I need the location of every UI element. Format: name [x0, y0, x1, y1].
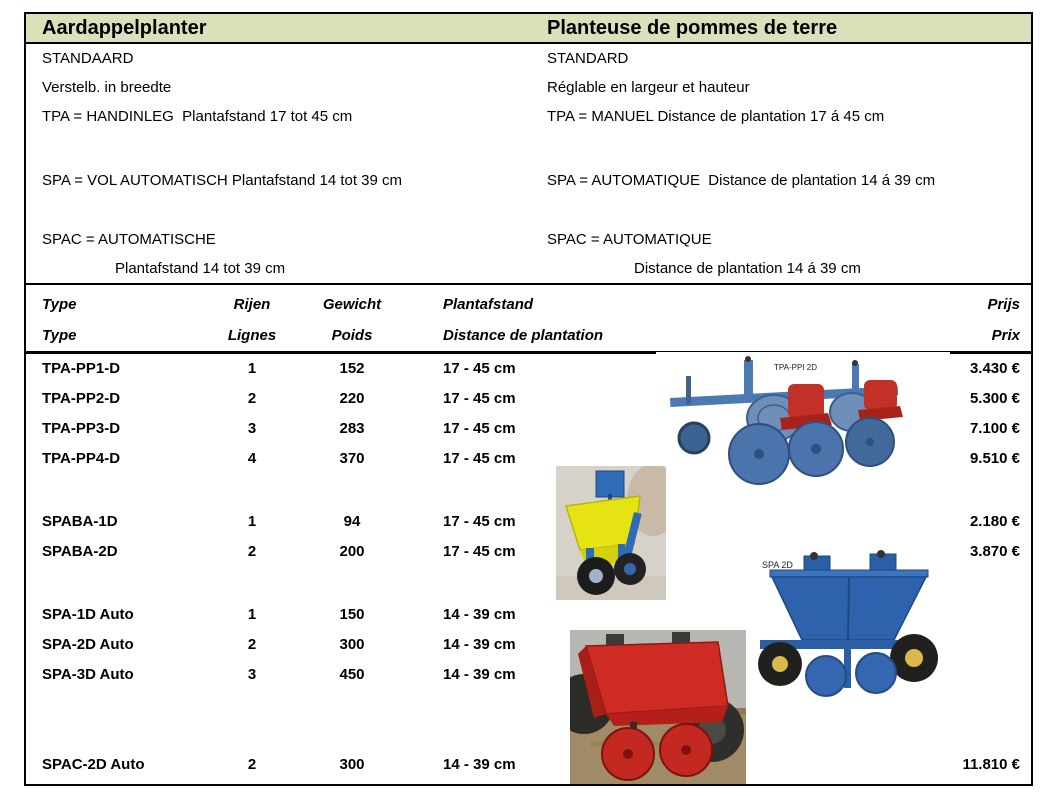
cell-weight: 220	[339, 390, 365, 407]
cell-rows: 3	[247, 666, 257, 683]
cell-type: SPABA-2D	[42, 543, 118, 560]
cell-price: 2.180 €	[969, 513, 1020, 530]
page-title-dutch: Aardappelplanter	[42, 16, 207, 39]
blue-two-row-planter-illustration	[744, 548, 944, 702]
description-dutch: STANDAARD	[42, 50, 134, 67]
operator-seat	[858, 380, 903, 421]
description-row	[26, 254, 1031, 283]
column-header-rows: Rijen	[233, 296, 271, 313]
description-row	[26, 225, 1031, 254]
red-two-row-planter-illustration	[570, 630, 746, 784]
description-dutch: Plantafstand 14 tot 39 cm	[115, 260, 286, 277]
yellow-hopper-planter-illustration	[556, 466, 666, 600]
cell-rows: 1	[247, 360, 257, 377]
cell-price: 11.810 €	[962, 756, 1020, 773]
cell-price: 9.510 €	[969, 450, 1020, 467]
cell-spacing: 17 - 45 cm	[443, 390, 516, 407]
title-band	[26, 14, 1031, 44]
description-dutch: TPA = HANDINLEG Plantafstand 17 tot 45 cm	[42, 108, 353, 125]
cell-spacing: 17 - 45 cm	[443, 513, 516, 530]
description-dutch: Verstelb. in breedte	[42, 79, 172, 96]
cell-price: 5.300 €	[969, 390, 1020, 407]
tpa-two-row-planter-photo	[656, 352, 950, 488]
cell-spacing: 14 - 39 cm	[443, 636, 516, 653]
cell-rows: 3	[247, 420, 257, 437]
cell-type: TPA-PP4-D	[42, 450, 121, 467]
page-title-french: Planteuse de pommes de terre	[547, 16, 838, 39]
cell-spacing: 17 - 45 cm	[443, 420, 516, 437]
description-french: Distance de plantation 14 á 39 cm	[634, 260, 861, 277]
tractor-planter-illustration	[656, 352, 950, 488]
cell-type: SPA-1D Auto	[42, 606, 134, 623]
column-header-price: Prix	[991, 327, 1020, 344]
table-row	[26, 750, 1031, 780]
cell-weight: 94	[343, 513, 361, 530]
table-row	[26, 507, 1031, 537]
cell-type: SPABA-1D	[42, 513, 118, 530]
description-block	[26, 44, 1031, 283]
seed-hopper	[578, 642, 728, 726]
cell-rows: 2	[247, 390, 257, 407]
column-header-type: Type	[42, 327, 77, 344]
cell-rows: 2	[247, 756, 257, 773]
cell-spacing: 17 - 45 cm	[443, 360, 516, 377]
cell-weight: 150	[339, 606, 365, 623]
cell-rows: 4	[247, 450, 257, 467]
column-header-spacing: Distance de plantation	[443, 327, 604, 344]
cell-price: 3.430 €	[969, 360, 1020, 377]
cell-weight: 370	[339, 450, 365, 467]
cell-price: 3.870 €	[969, 543, 1020, 560]
description-row	[26, 73, 1031, 102]
description-row	[26, 102, 1031, 131]
cell-rows: 2	[247, 543, 257, 560]
cell-price: 7.100 €	[969, 420, 1020, 437]
table-header-row-french	[26, 320, 1031, 351]
cell-type: SPAC-2D Auto	[42, 756, 145, 773]
cell-spacing: 14 - 39 cm	[443, 666, 516, 683]
column-header-weight: Gewicht	[322, 296, 382, 313]
cell-spacing: 14 - 39 cm	[443, 606, 516, 623]
description-row	[26, 166, 1031, 195]
photo-label: SPA 2D	[762, 560, 793, 570]
cell-type: TPA-PP1-D	[42, 360, 121, 377]
description-dutch: SPA = VOL AUTOMATISCH Plantafstand 14 tot 39 cm	[42, 172, 403, 189]
column-header-rows: Lignes	[227, 327, 277, 344]
column-header-weight: Poids	[331, 327, 373, 344]
cell-weight: 300	[339, 756, 365, 773]
cell-weight: 152	[339, 360, 365, 377]
photo-label: TPA-PPI 2D	[774, 363, 817, 372]
description-french: SPA = AUTOMATIQUE Distance de plantation 14 á 39 cm	[547, 172, 936, 189]
spac-two-row-planter-photo	[570, 630, 746, 784]
spa-2d-planter-photo	[744, 548, 944, 702]
cell-weight: 300	[339, 636, 365, 653]
product-group	[26, 750, 1031, 780]
cell-spacing: 17 - 45 cm	[443, 543, 516, 560]
description-french: TPA = MANUEL Distance de plantation 17 á 45 cm	[547, 108, 885, 125]
description-french: STANDARD	[547, 50, 629, 67]
cell-spacing: 14 - 39 cm	[443, 756, 516, 773]
cell-type: TPA-PP2-D	[42, 390, 121, 407]
description-dutch: SPAC = AUTOMATISCHE	[42, 231, 216, 248]
table-header-row-dutch	[26, 289, 1031, 320]
cell-spacing: 17 - 45 cm	[443, 450, 516, 467]
description-french: Réglable en largeur et hauteur	[547, 79, 750, 96]
column-header-price: Prijs	[987, 296, 1020, 313]
column-header-type: Type	[42, 296, 77, 313]
cell-weight: 283	[339, 420, 365, 437]
cell-weight: 200	[339, 543, 365, 560]
cell-rows: 1	[247, 513, 257, 530]
table-header	[26, 283, 1031, 354]
description-french: SPAC = AUTOMATIQUE	[547, 231, 712, 248]
column-header-spacing: Plantafstand	[443, 296, 534, 313]
cell-weight: 450	[339, 666, 365, 683]
description-row	[26, 44, 1031, 73]
cell-rows: 1	[247, 606, 257, 623]
spaba-one-row-planter-photo	[556, 466, 666, 600]
cell-type: SPA-2D Auto	[42, 636, 134, 653]
cell-type: TPA-PP3-D	[42, 420, 121, 437]
cell-type: SPA-3D Auto	[42, 666, 134, 683]
cell-rows: 2	[247, 636, 257, 653]
